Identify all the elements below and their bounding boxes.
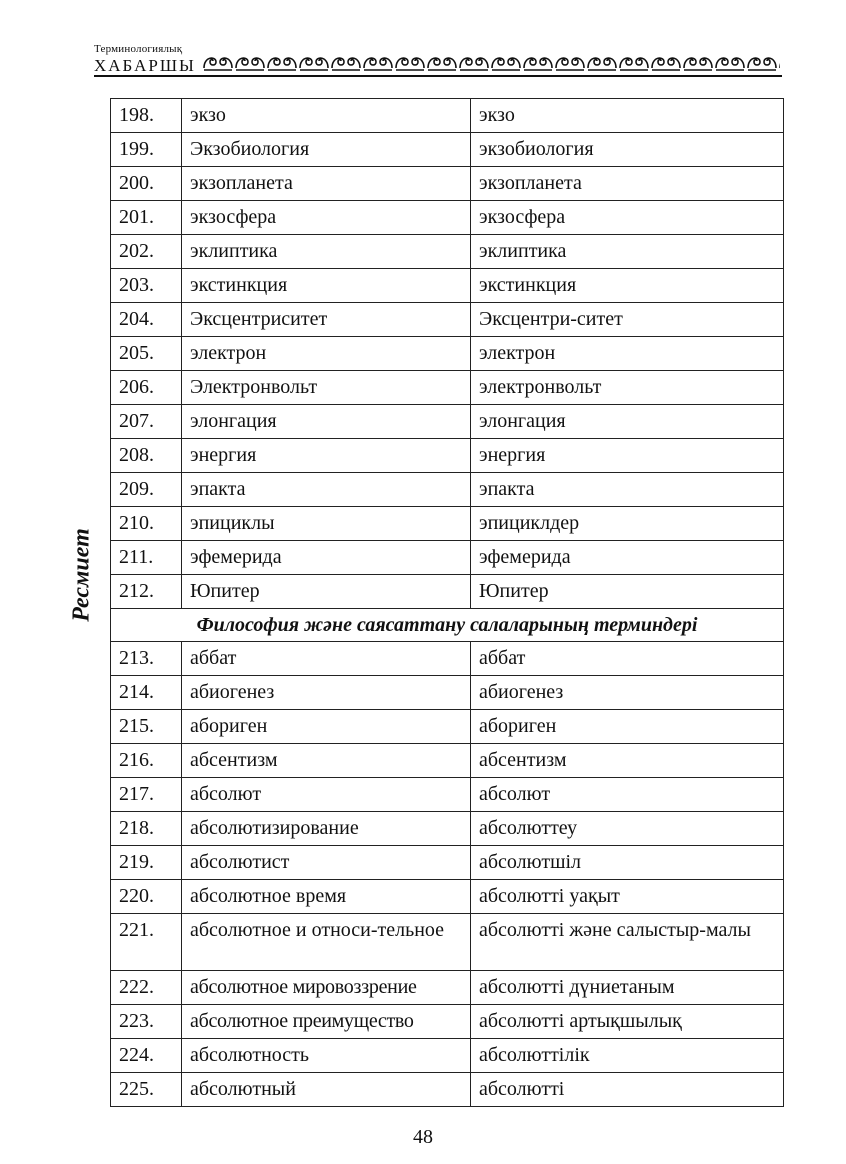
term-kazakh: абсолютті және салыстыр-малы	[471, 914, 784, 971]
term-number: 214.	[111, 676, 182, 710]
term-russian: эпициклы	[182, 507, 471, 541]
term-kazakh: абсолютшіл	[471, 846, 784, 880]
term-number: 210.	[111, 507, 182, 541]
term-russian: абсолют	[182, 778, 471, 812]
term-number: 212.	[111, 575, 182, 609]
term-number: 198.	[111, 99, 182, 133]
term-kazakh: Юпитер	[471, 575, 784, 609]
term-number: 220.	[111, 880, 182, 914]
table-row	[111, 133, 784, 167]
term-number: 207.	[111, 405, 182, 439]
term-number: 218.	[111, 812, 182, 846]
term-kazakh: экзопланета	[471, 167, 784, 201]
table-row	[111, 473, 784, 507]
table-row	[111, 642, 784, 676]
term-number: 200.	[111, 167, 182, 201]
term-russian: электрон	[182, 337, 471, 371]
term-russian: абсентизм	[182, 744, 471, 778]
table-row	[111, 744, 784, 778]
table-row	[111, 337, 784, 371]
term-kazakh: эклиптика	[471, 235, 784, 269]
term-kazakh: абсолюттеу	[471, 812, 784, 846]
term-kazakh: электронвольт	[471, 371, 784, 405]
term-russian: Эксцентриситет	[182, 303, 471, 337]
journal-name-line2: ХАБАРШЫ	[94, 56, 196, 75]
table-row	[111, 812, 784, 846]
section-heading: Философия және саясаттану салаларының терминдері	[111, 609, 784, 642]
term-russian: Экзобиология	[182, 133, 471, 167]
terms-table	[110, 98, 784, 1107]
term-kazakh: абсолютті дүниетаным	[471, 971, 784, 1005]
term-russian: абсолютное время	[182, 880, 471, 914]
page-header	[94, 40, 782, 80]
term-russian: эпакта	[182, 473, 471, 507]
table-row	[111, 1073, 784, 1107]
term-russian: аббат	[182, 642, 471, 676]
term-kazakh: электрон	[471, 337, 784, 371]
term-number: 219.	[111, 846, 182, 880]
table-row	[111, 971, 784, 1005]
term-russian: абсолютное и относи-тельное	[182, 914, 471, 971]
term-russian: абсолютность	[182, 1039, 471, 1073]
term-number: 225.	[111, 1073, 182, 1107]
term-kazakh: эпициклдер	[471, 507, 784, 541]
term-kazakh: экзобиология	[471, 133, 784, 167]
term-number: 221.	[111, 914, 182, 971]
term-number: 208.	[111, 439, 182, 473]
terms-group-philosophy	[111, 642, 784, 1107]
term-russian: Юпитер	[182, 575, 471, 609]
term-russian: Электронвольт	[182, 371, 471, 405]
term-russian: абсолютный	[182, 1073, 471, 1107]
term-kazakh: экзо	[471, 99, 784, 133]
term-russian: эклиптика	[182, 235, 471, 269]
table-row	[111, 405, 784, 439]
term-number: 224.	[111, 1039, 182, 1073]
term-number: 222.	[111, 971, 182, 1005]
section-side-label: Ресмиет	[68, 528, 95, 622]
table-row	[111, 710, 784, 744]
term-kazakh: аббат	[471, 642, 784, 676]
term-kazakh: абсолютті	[471, 1073, 784, 1107]
term-russian: абсолютное преимущество	[182, 1005, 471, 1039]
term-number: 215.	[111, 710, 182, 744]
ornament-border-icon	[202, 50, 780, 74]
table-row	[111, 201, 784, 235]
table-row	[111, 167, 784, 201]
term-number: 203.	[111, 269, 182, 303]
term-russian: экзосфера	[182, 201, 471, 235]
term-number: 204.	[111, 303, 182, 337]
table-row	[111, 676, 784, 710]
term-number: 223.	[111, 1005, 182, 1039]
term-number: 201.	[111, 201, 182, 235]
term-russian: абсолютное мировоззрение	[182, 971, 471, 1005]
term-russian: элонгация	[182, 405, 471, 439]
table-row	[111, 541, 784, 575]
journal-name-line1: Терминологиялық	[94, 43, 183, 55]
term-russian: экзо	[182, 99, 471, 133]
term-russian: эфемерида	[182, 541, 471, 575]
term-number: 202.	[111, 235, 182, 269]
term-kazakh: абсолютті уақыт	[471, 880, 784, 914]
term-kazakh: абсолютті артықшылық	[471, 1005, 784, 1039]
term-kazakh: Эксцентри-ситет	[471, 303, 784, 337]
term-number: 213.	[111, 642, 182, 676]
table-row	[111, 235, 784, 269]
term-kazakh: эпакта	[471, 473, 784, 507]
term-kazakh: абсолют	[471, 778, 784, 812]
table-row	[111, 371, 784, 405]
table-row	[111, 507, 784, 541]
term-kazakh: экзосфера	[471, 201, 784, 235]
term-russian: абсолютист	[182, 846, 471, 880]
term-number: 216.	[111, 744, 182, 778]
term-kazakh: энергия	[471, 439, 784, 473]
table-row	[111, 846, 784, 880]
table-row	[111, 575, 784, 609]
term-kazakh: абиогенез	[471, 676, 784, 710]
term-number: 209.	[111, 473, 182, 507]
term-russian: абориген	[182, 710, 471, 744]
term-russian: энергия	[182, 439, 471, 473]
term-kazakh: элонгация	[471, 405, 784, 439]
term-number: 211.	[111, 541, 182, 575]
section-heading-row	[111, 609, 784, 642]
page-number: 48	[413, 1126, 433, 1148]
term-number: 199.	[111, 133, 182, 167]
terms-group-astronomy	[111, 99, 784, 609]
term-russian: экзопланета	[182, 167, 471, 201]
table-row	[111, 439, 784, 473]
table-row	[111, 303, 784, 337]
term-kazakh: экстинкция	[471, 269, 784, 303]
table-row	[111, 880, 784, 914]
term-kazakh: эфемерида	[471, 541, 784, 575]
term-kazakh: абсентизм	[471, 744, 784, 778]
term-russian: экстинкция	[182, 269, 471, 303]
term-kazakh: абориген	[471, 710, 784, 744]
term-russian: абиогенез	[182, 676, 471, 710]
header-rule	[94, 75, 782, 77]
section-heading-group	[111, 609, 784, 642]
term-number: 217.	[111, 778, 182, 812]
table-row	[111, 1039, 784, 1073]
table-row	[111, 914, 784, 971]
table-row	[111, 99, 784, 133]
table-row	[111, 269, 784, 303]
term-number: 206.	[111, 371, 182, 405]
table-row	[111, 1005, 784, 1039]
term-russian: абсолютизирование	[182, 812, 471, 846]
term-number: 205.	[111, 337, 182, 371]
table-row	[111, 778, 784, 812]
term-kazakh: абсолюттілік	[471, 1039, 784, 1073]
